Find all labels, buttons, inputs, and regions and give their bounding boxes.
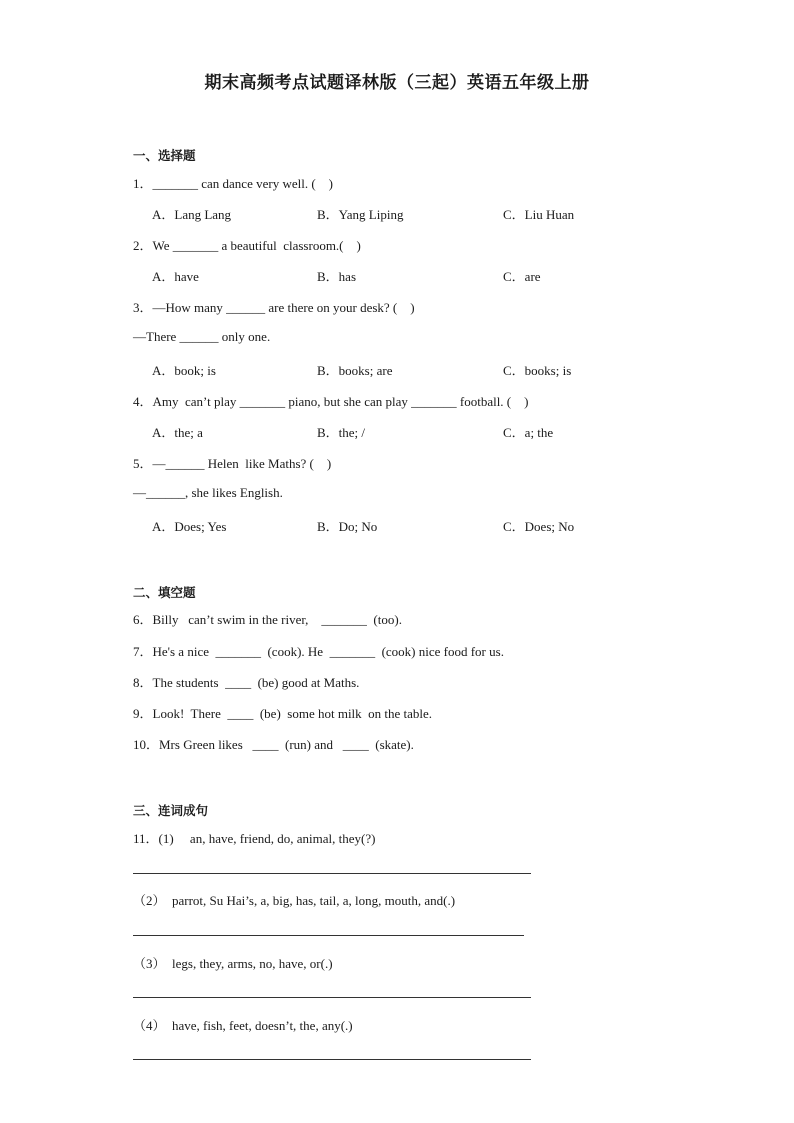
question-7: 7．He's a nice _______ (cook). He _______ (cook) nice food for us. [133,644,504,659]
question-1-stem: 1．_______ can dance very well. ( ) [133,176,333,191]
question-11-2: （2） parrot, Su Hai’s, a, big, has, tail, a, long, mouth, and(.) [133,893,456,908]
section-heading-choice: 一、选择题 [133,148,196,163]
question-1-option-b[interactable]: B．Yang Liping [317,207,404,222]
section-heading-fill: 二、填空题 [133,585,196,600]
answer-line-1[interactable] [133,873,531,874]
answer-line-4[interactable] [133,1059,531,1060]
question-5-option-a[interactable]: A．Does; Yes [152,519,227,534]
question-3-option-a[interactable]: A．book; is [152,363,216,378]
question-3-stem: 3．—How many ______ are there on your desk? ( ) [133,300,415,315]
question-4-option-c[interactable]: C．a; the [503,425,554,440]
section-heading-sentence: 三、连词成句 [133,803,209,818]
answer-line-3[interactable] [133,997,531,998]
answer-line-2[interactable] [133,935,524,936]
question-9: 9．Look! There ____ (be) some hot milk on the table. [133,706,433,721]
question-5-stem: 5．—______ Helen like Maths? ( ) [133,456,332,471]
question-4-option-b[interactable]: B．the; / [317,425,366,440]
question-2-stem: 2．We _______ a beautiful classroom.( ) [133,238,361,253]
question-2-option-b[interactable]: B．has [317,269,357,284]
question-1-option-a[interactable]: A．Lang Lang [152,207,232,222]
question-8: 8．The students ____ (be) good at Maths. [133,675,360,690]
question-10: 10．Mrs Green likes ____ (run) and ____ (skate). [133,737,414,752]
question-11-3: （3） legs, they, arms, no, have, or(.) [133,956,333,971]
question-1-option-c[interactable]: C．Liu Huan [503,207,575,222]
question-2-option-a[interactable]: A．have [152,269,199,284]
question-3-stem-answer: —There ______ only one. [133,329,271,344]
question-5-option-b[interactable]: B．Do; No [317,519,378,534]
question-4-option-a[interactable]: A．the; a [152,425,203,440]
question-3-option-b[interactable]: B．books; are [317,363,393,378]
page-title: 期末高频考点试题译林版（三起）英语五年级上册 [204,73,590,93]
question-2-option-c[interactable]: C．are [503,269,541,284]
question-5-option-c[interactable]: C．Does; No [503,519,575,534]
question-4-stem: 4．Amy can’t play _______ piano, but she can play _______ football. ( ) [133,394,529,409]
question-11-1: 11．(1) an, have, friend, do, animal, they(?) [133,831,376,846]
question-11-4: （4） have, fish, feet, doesn’t, the, any(.) [133,1018,353,1033]
question-6: 6．Billy can’t swim in the river, _______ (too). [133,612,402,627]
question-5-stem-answer: —______, she likes English. [133,485,283,500]
question-3-option-c[interactable]: C．books; is [503,363,572,378]
